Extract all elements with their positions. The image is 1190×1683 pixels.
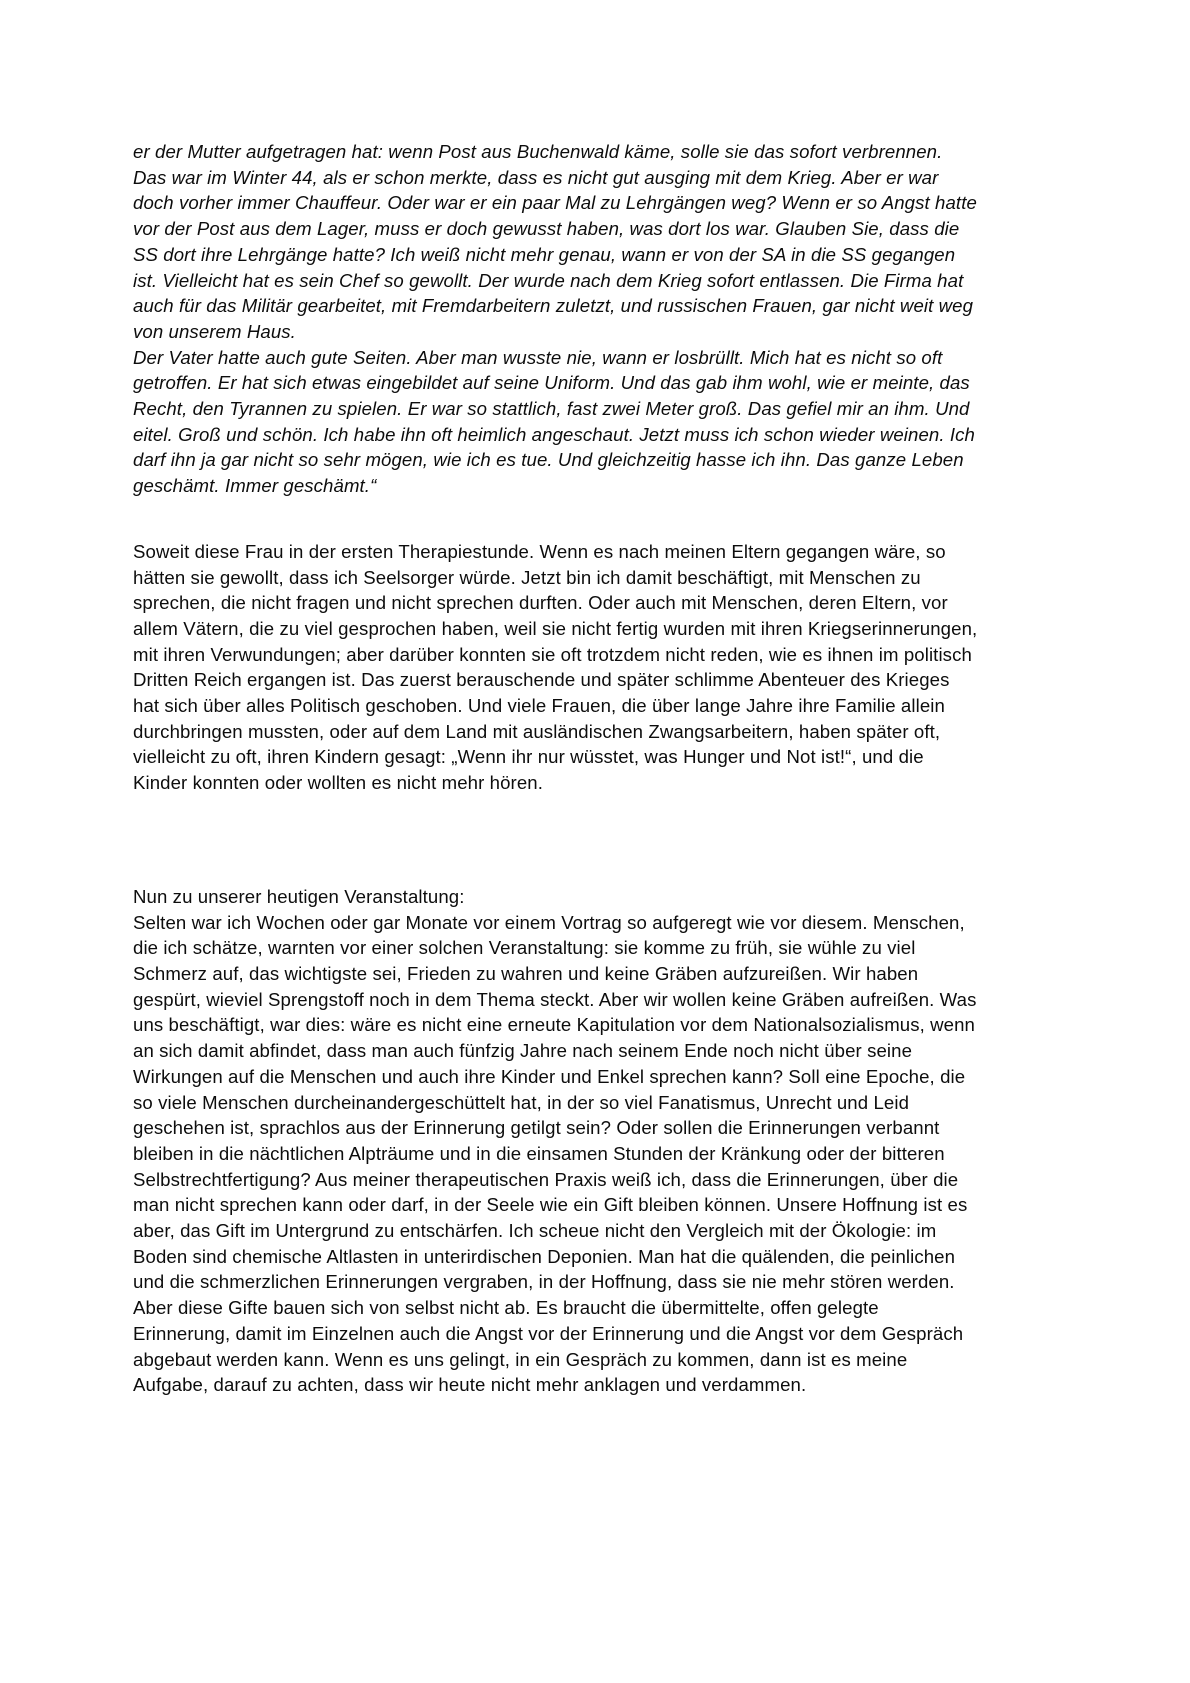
text-column [133, 139, 979, 1398]
paragraph-patient-quote-2: Der Vater hatte auch gute Seiten. Aber man wusste nie, wann er losbrüllt. Mich hat es nicht so oft getroffen. Er hat sich etwas eingebildet auf seine Uniform. Und das gab ihm wohl, wie er meinte, das Recht, den Tyrannen zu spielen. Er war so stattlich, fast zwei Meter groß. Das gefiel mir an ihm. Und eitel. Groß und schön. Ich habe ihn oft heimlich angeschaut. Jetzt muss ich schon wieder weinen. Ich darf ihn ja gar nicht so sehr mögen, wie ich es tue. Und gleichzeitig hasse ich ihn. Das ganze Leben geschämt. Immer geschämt.“ [133, 346, 975, 497]
paragraph-section-body: Selten war ich Wochen oder gar Monate vor einem Vortrag so aufgeregt wie vor diesem. Menschen, die ich schätze, warnten vor einer solchen Veranstaltung: sie komme zu früh, sie wühle zu viel Schmerz auf, das wichtigste sei, Frieden zu wahren und keine Gräben aufzureißen. Wir haben gespürt, wieviel Sprengstoff noch in dem Thema steckt. Aber wir wollen keine Gräben aufreißen. Was uns beschäftigt, war dies: wäre es nicht eine erneute Kapitulation vor dem Nationalsozialismus, wenn an sich damit abfindet, dass man auch fünfzig Jahre nach seinem Ende noch nicht über seine Wirkungen auf die Menschen und auch ihre Kinder und Enkel sprechen kann? Soll eine Epoche, die so viele Menschen durcheinandergeschüttelt hat, in der so viel Fanatismus, Unrecht und Leid geschehen ist, sprachlos aus der Erinnerung getilgt sein? Oder sollen die Erinnerungen verbannt bleiben in die nächtlichen Alpträume und in die einsamen Stunden der Kränkung oder der bitteren Selbstrechtfertigung? Aus meiner therapeutischen Praxis weiß ich, dass die Erinnerungen, über die man nicht sprechen kann oder darf, in der Seele wie ein Gift bleiben können. Unsere Hoffnung ist es aber, das Gift im Untergrund zu entschärfen. Ich scheue nicht den Vergleich mit der Ökologie: im Boden sind chemische Altlasten in unterirdischen Deponien. Man hat die quälenden, die peinlichen und die schmerzlichen Erinnerungen vergraben, in der Hoffnung, dass sie nie mehr stören werden. Aber diese Gifte bauen sich von selbst nicht ab. Es braucht die übermittelte, offen gelegte Erinnerung, damit im Einzelnen auch die Angst vor der Erinnerung und die Angst vor dem Gespräch abgebaut werden kann. Wenn es uns gelingt, in ein Gespräch zu kommen, dann ist es meine Aufgabe, darauf zu achten, dass wir heute nicht mehr anklagen und verdammen. [133, 911, 977, 1396]
paragraph-commentary: Soweit diese Frau in der ersten Therapiestunde. Wenn es nach meinen Eltern gegangen wäre, so hätten sie gewollt, dass ich Seelsorger würde. Jetzt bin ich damit beschäftigt, mit Menschen zu sprechen, die nicht fragen und nicht sprechen durften. Oder auch mit Menschen, deren Eltern, vor allem Vätern, die zu viel gesprochen haben, weil sie nicht fertig wurden mit ihren Kriegserinnerungen, mit ihren Verwundungen; aber darüber konnten sie oft trotzdem nicht reden, wie es ihnen im politisch Dritten Reich ergangen ist. Das zuerst berauschende und später schlimme Abenteuer des Krieges hat sich über alles Politisch geschoben. Und viele Frauen, die über lange Jahre ihre Familie allein durchbringen mussten, oder auf dem Land mit ausländischen Zwangsarbeitern, haben später oft, vielleicht zu oft, ihren Kindern gesagt: „Wenn ihr nur wüsstet, was Hunger und Not ist!“, und die Kinder konnten oder wollten es nicht mehr hören. [133, 540, 978, 794]
paragraph-section-intro: Nun zu unserer heutigen Veranstaltung: [133, 885, 465, 907]
paragraph-patient-quote-1: er der Mutter aufgetragen hat: wenn Post aus Buchenwald käme, solle sie das sofort verbrennen. Das war im Winter 44, als er schon merkte, dass es nicht gut ausging mit dem Krieg. Aber er war doch vorher immer Chauffeur. Oder war er ein paar Mal zu Lehrgängen weg? Wenn er so Angst hatte vor der Post aus dem Lager, muss er doch gewusst haben, was dort los war. Glauben Sie, dass die SS dort ihre Lehrgänge hatte? Ich weiß nicht mehr genau, wann er von der SA in die SS gegangen ist. Vielleicht hat es sein Chef so gewollt. Der wurde nach dem Krieg sofort entlassen. Die Firma hat auch für das Militär gearbeitet, mit Fremdarbeitern zuletzt, und russischen Frauen, gar nicht weit weg von unserem Haus. [133, 141, 977, 342]
